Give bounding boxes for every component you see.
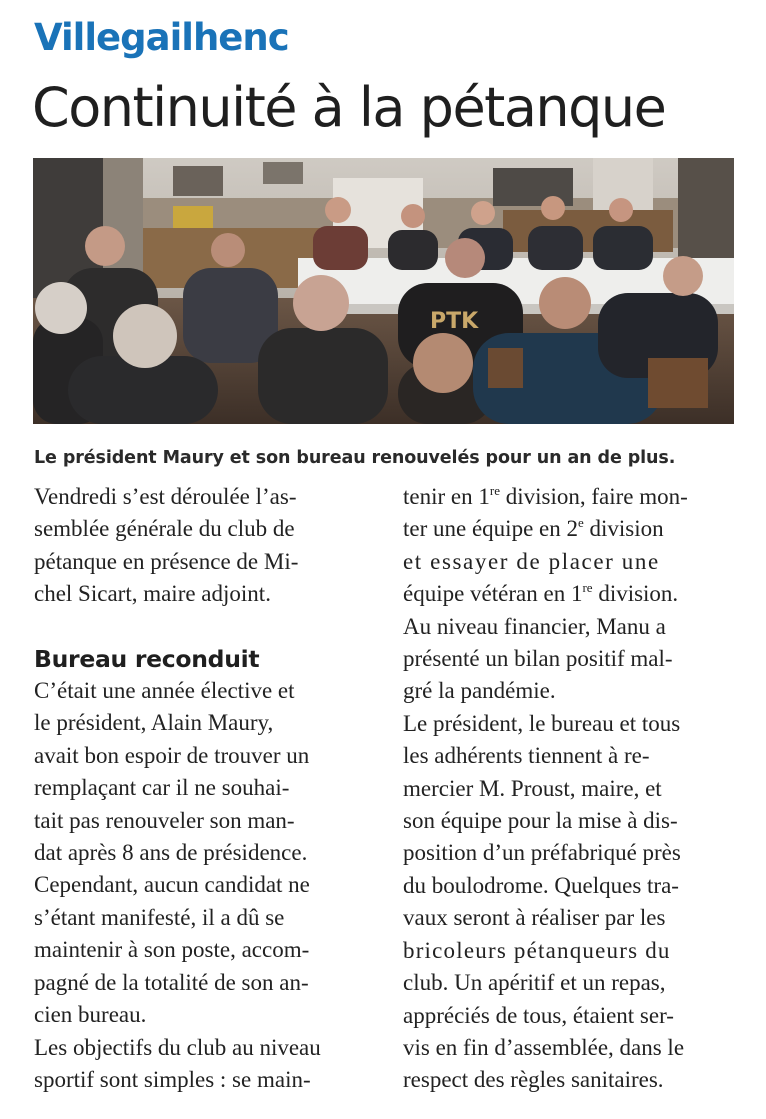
body-line: chel Sicart, maire adjoint.: [34, 581, 271, 607]
text-run: division.: [592, 581, 679, 607]
body-line: pétanque en présence de Mi-: [34, 548, 299, 574]
body-line-division: [403, 513, 739, 545]
text-run: équipe vétéran en 1: [403, 581, 583, 607]
photo-caption: Le président Maury et son bureau renouvelés pour un an de plus.: [34, 448, 676, 468]
text-run: division, faire mon-: [499, 484, 688, 509]
body-line: pagné de la totalité de son an-: [34, 969, 309, 995]
article-column-right: [403, 481, 739, 1097]
jersey-logo-text: PTK: [430, 309, 479, 334]
body-line: respect des règles sanitaires.: [403, 1067, 664, 1093]
body-line: du boulodrome. Quelques tra-: [403, 872, 679, 898]
body-line: club. Un apéritif et un repas,: [403, 970, 666, 996]
ordinal-superscript: re: [582, 580, 593, 596]
body-line: Vendredi s’est déroulée l’as-: [34, 484, 297, 509]
body-line: présenté un bilan positif mal-: [403, 646, 673, 672]
body-line: dat après 8 ans de présidence.: [34, 840, 308, 866]
text-run: tenir en 1: [403, 484, 490, 509]
section-subhead: Bureau reconduit: [34, 644, 260, 673]
text-run: ter une équipe en 2: [403, 516, 578, 542]
article-photo: [33, 158, 734, 424]
body-line: vaux seront à réaliser par les: [403, 905, 666, 931]
meeting-photo-illustration: [33, 158, 734, 424]
article-kicker: Villegailhenc: [34, 16, 289, 59]
body-line: son équipe pour la mise à dis-: [403, 808, 678, 834]
article-headline: Continuité à la pétanque: [32, 76, 666, 139]
body-line-division: [403, 578, 739, 610]
body-line: s’étant manifesté, il a dû se: [34, 904, 285, 930]
body-line: remplaçant car il ne souhai-: [34, 775, 290, 801]
body-line: C’était une année élective et: [34, 678, 295, 704]
body-line: tait pas renouveler son man-: [34, 807, 295, 833]
ordinal-superscript: re: [489, 483, 500, 498]
body-line: Au niveau financier, Manu a: [403, 613, 666, 639]
body-line: vis en fin d’assemblée, dans le: [403, 1034, 685, 1060]
body-line: et essayer de placer une: [403, 548, 660, 574]
body-line: semblée générale du club de: [34, 516, 295, 542]
body-line: Les objectifs du club au niveau: [34, 1034, 321, 1060]
body-line: avait bon espoir de trouver un: [34, 742, 310, 768]
body-line: le président, Alain Maury,: [34, 710, 274, 736]
article-column-left: [34, 481, 374, 1096]
body-line: les adhérents tiennent à re-: [403, 743, 650, 769]
body-line: gré la pandémie.: [403, 678, 556, 704]
ordinal-superscript: e: [577, 515, 584, 531]
body-line: maintenir à son poste, accom-: [34, 937, 310, 963]
text-run: division: [583, 516, 664, 542]
body-line: mercier M. Proust, maire, et: [403, 775, 662, 801]
body-line: Le président, le bureau et tous: [403, 710, 681, 736]
body-line: position d’un préfabriqué près: [403, 840, 681, 866]
body-line: Cependant, aucun candidat ne: [34, 872, 310, 898]
body-line: sportif sont simples : se main-: [34, 1066, 311, 1092]
body-line: cien bureau.: [34, 1002, 147, 1028]
body-line: appréciés de tous, étaient ser-: [403, 1002, 674, 1028]
body-line-division: [403, 481, 739, 513]
body-line: bricoleurs pétanqueurs du: [403, 937, 671, 963]
